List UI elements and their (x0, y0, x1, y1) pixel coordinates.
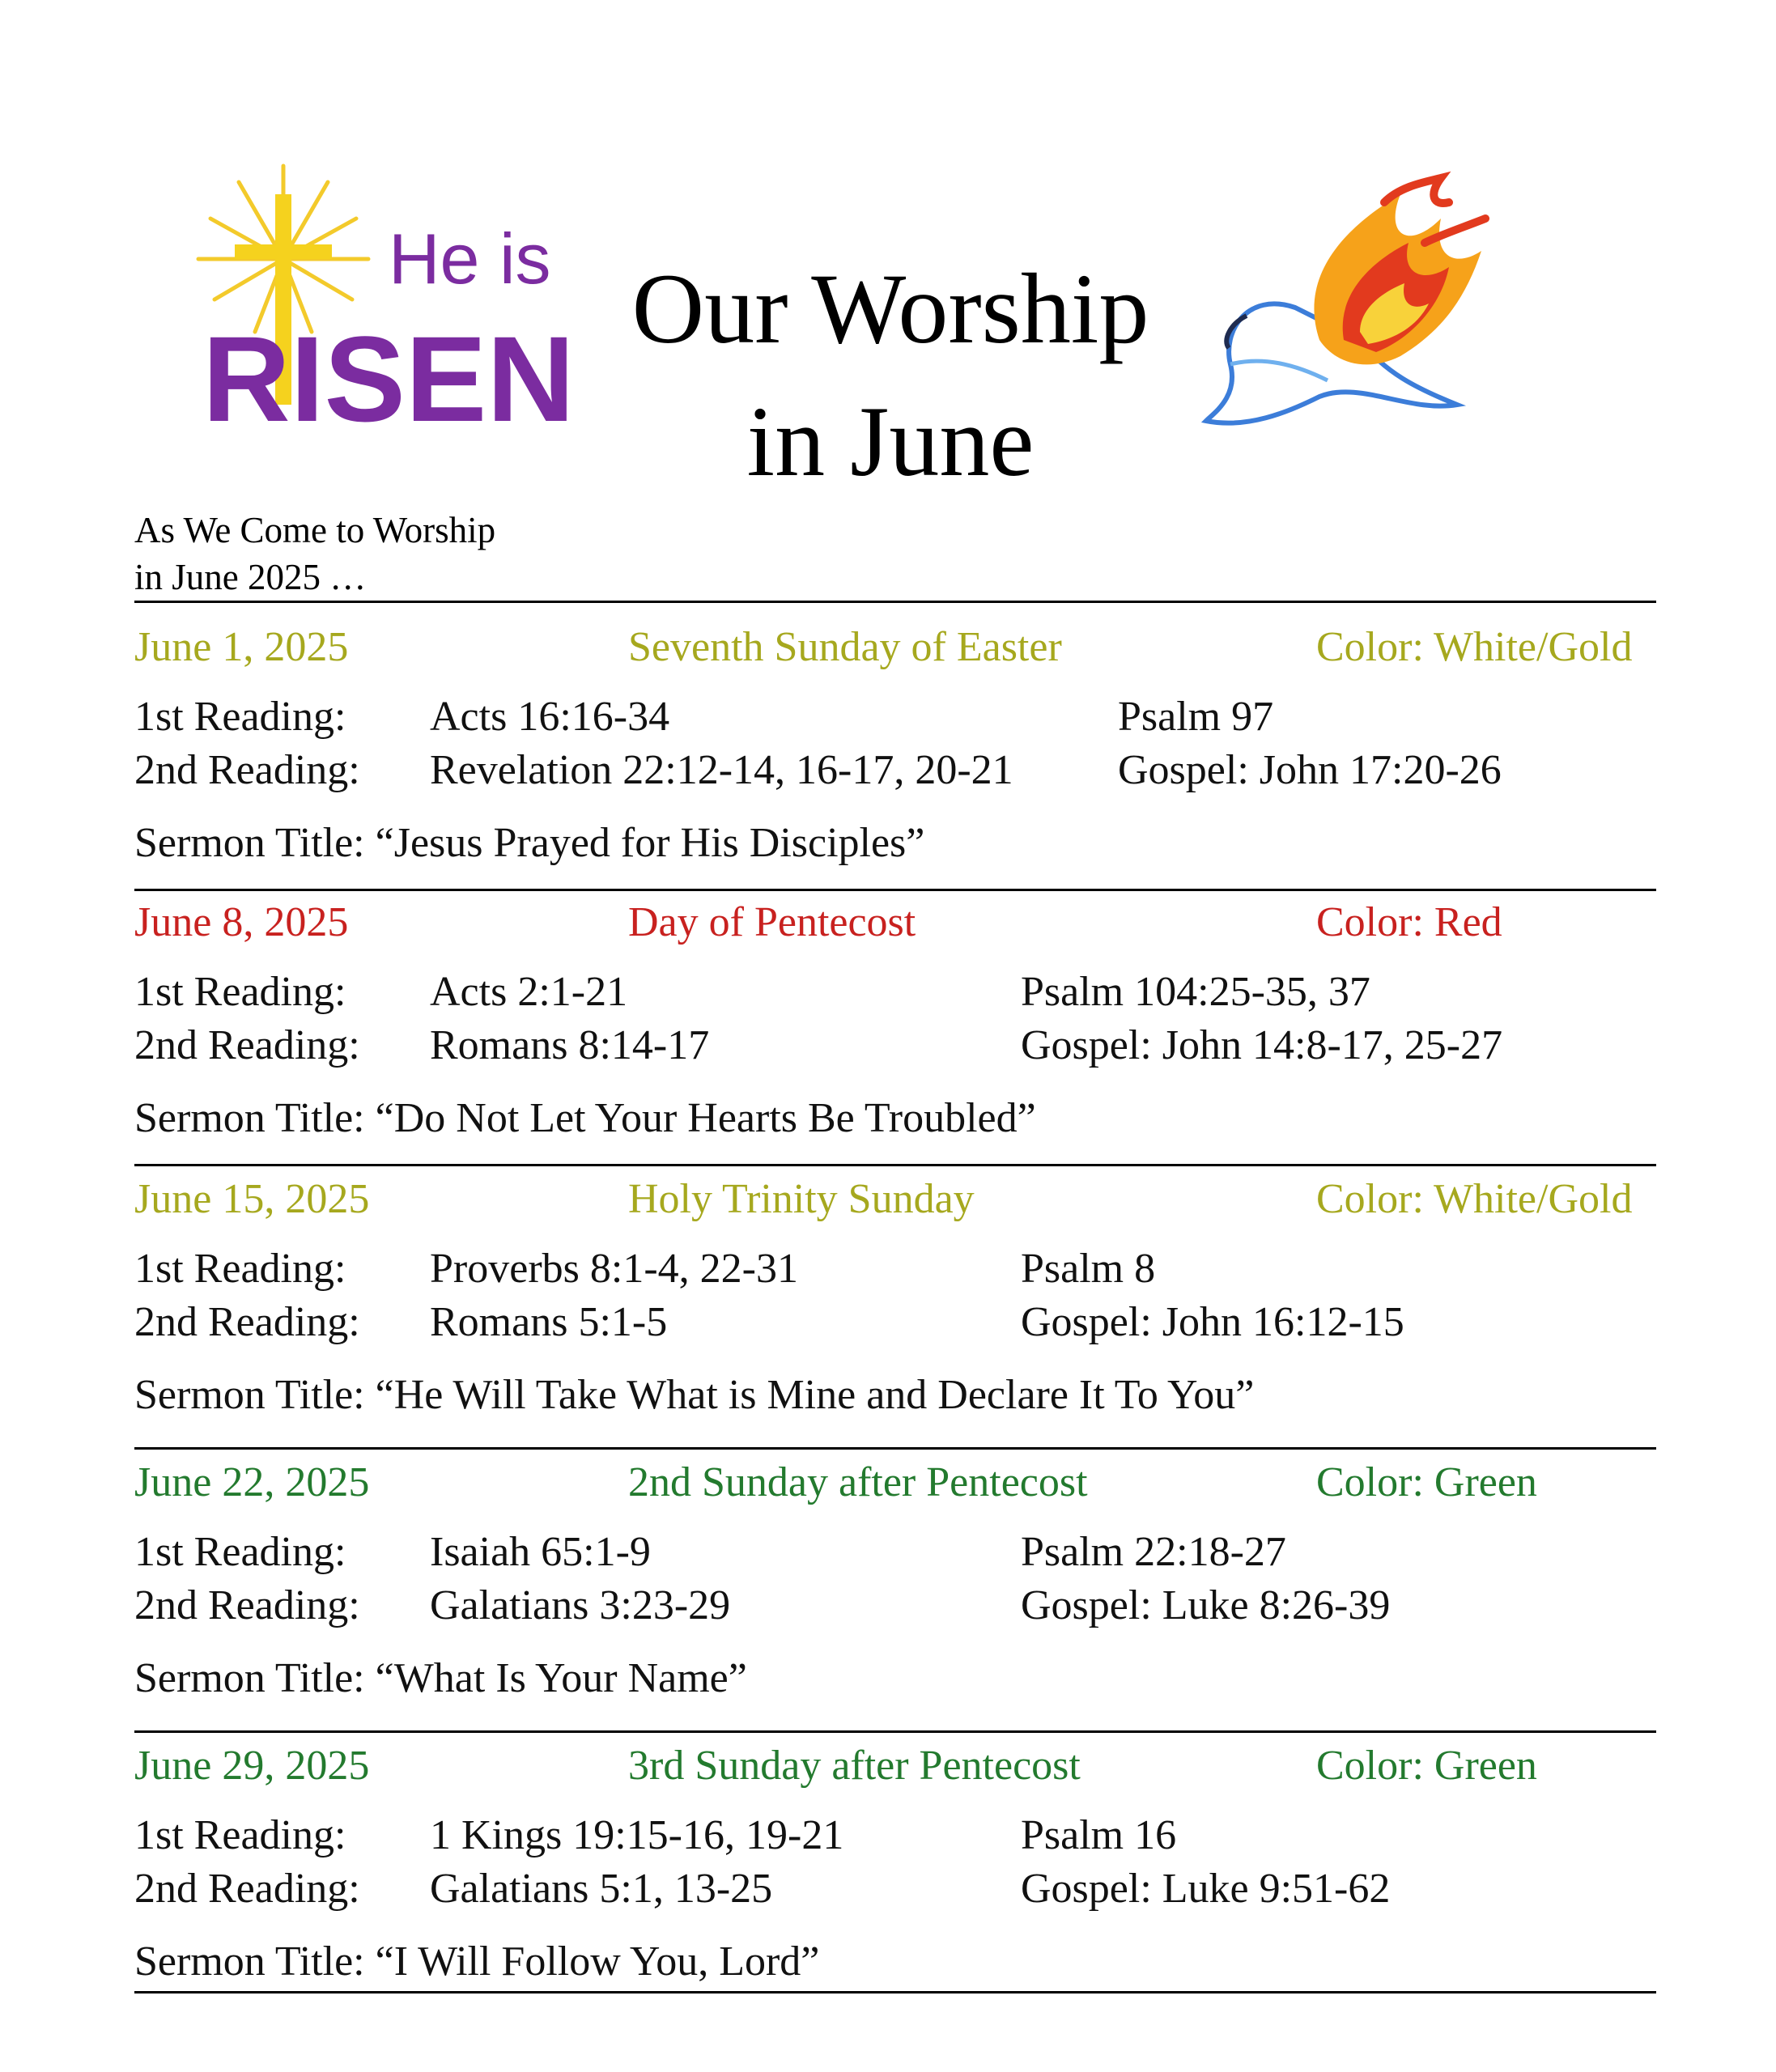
gospel: Gospel: John 16:12-15 (1021, 1299, 1404, 1345)
second-reading: Galatians 3:23-29 (430, 1582, 731, 1628)
first-reading: 1 Kings 19:15-16, 19-21 (430, 1812, 844, 1858)
second-reading-label: 2nd Reading: (134, 747, 360, 793)
title-line-2: in June (746, 386, 1035, 497)
sermon-title: Sermon Title: “What Is Your Name” (134, 1655, 747, 1701)
first-reading-label: 1st Reading: (134, 1246, 346, 1292)
psalm: Psalm 8 (1021, 1246, 1156, 1292)
sermon-title: Sermon Title: “I Will Follow You, Lord” (134, 1938, 820, 1985)
logo-risen-text: RISEN (202, 311, 575, 437)
intro-text (134, 507, 495, 601)
psalm: Psalm 22:18-27 (1021, 1529, 1286, 1575)
liturgical-color: Color: White/Gold (1316, 624, 1633, 670)
liturgical-color: Color: Green (1316, 1459, 1537, 1505)
sunday-entry-june-29 (134, 1740, 1656, 2019)
sunday-date: June 8, 2025 (134, 899, 349, 945)
second-reading-label: 2nd Reading: (134, 1582, 360, 1628)
he-is-risen-logo (194, 162, 583, 437)
second-reading-label: 2nd Reading: (134, 1866, 360, 1912)
first-reading: Acts 16:16-34 (430, 694, 670, 740)
sunday-name: Seventh Sunday of Easter (628, 624, 1062, 670)
gospel: Gospel: John 14:8-17, 25-27 (1021, 1022, 1503, 1068)
sunday-entry-june-8 (134, 897, 1656, 1175)
sunday-name: 3rd Sunday after Pentecost (628, 1743, 1081, 1789)
second-reading: Galatians 5:1, 13-25 (430, 1866, 773, 1912)
sunday-entry-june-22 (134, 1457, 1656, 1735)
page-title (567, 243, 1214, 508)
sunday-entry-june-1 (134, 622, 1656, 900)
logo-he-is-text: He is (389, 219, 551, 299)
gospel: Gospel: John 17:20-26 (1118, 747, 1502, 793)
sunday-date: June 29, 2025 (134, 1743, 370, 1789)
psalm: Psalm 97 (1118, 694, 1274, 740)
liturgical-color: Color: Green (1316, 1743, 1537, 1789)
first-reading-label: 1st Reading: (134, 694, 346, 740)
second-reading: Romans 8:14-17 (430, 1022, 710, 1068)
sunday-date: June 22, 2025 (134, 1459, 370, 1505)
second-reading: Romans 5:1-5 (430, 1299, 668, 1345)
sunday-date: June 1, 2025 (134, 624, 349, 670)
sunday-name: Holy Trinity Sunday (628, 1176, 975, 1222)
sermon-title: Sermon Title: “He Will Take What is Mine and Declare It To You” (134, 1372, 1255, 1418)
sunday-name: Day of Pentecost (628, 899, 916, 945)
gospel: Gospel: Luke 8:26-39 (1021, 1582, 1391, 1628)
title-line-1: Our Worship (631, 253, 1149, 364)
first-reading-label: 1st Reading: (134, 969, 346, 1015)
sermon-title: Sermon Title: “Jesus Prayed for His Disciples” (134, 820, 925, 866)
second-reading-label: 2nd Reading: (134, 1299, 360, 1345)
second-reading: Revelation 22:12-14, 16-17, 20-21 (430, 747, 1013, 793)
first-reading-label: 1st Reading: (134, 1812, 346, 1858)
first-reading: Acts 2:1-21 (430, 969, 628, 1015)
psalm: Psalm 104:25-35, 37 (1021, 969, 1370, 1015)
second-reading-label: 2nd Reading: (134, 1022, 360, 1068)
intro-line-2: in June 2025 … (134, 557, 367, 597)
divider (134, 601, 1656, 603)
first-reading: Proverbs 8:1-4, 22-31 (430, 1246, 798, 1292)
sunday-entry-june-15 (134, 1174, 1656, 1452)
sunday-date: June 15, 2025 (134, 1176, 370, 1222)
psalm: Psalm 16 (1021, 1812, 1177, 1858)
first-reading: Isaiah 65:1-9 (430, 1529, 651, 1575)
gospel: Gospel: Luke 9:51-62 (1021, 1866, 1391, 1912)
first-reading-label: 1st Reading: (134, 1529, 346, 1575)
liturgical-color: Color: Red (1316, 899, 1502, 945)
liturgical-color: Color: White/Gold (1316, 1176, 1633, 1222)
sermon-title: Sermon Title: “Do Not Let Your Hearts Be Troubled” (134, 1095, 1036, 1141)
sunday-name: 2nd Sunday after Pentecost (628, 1459, 1088, 1505)
dove-flame-icon (1198, 170, 1506, 461)
intro-line-1: As We Come to Worship (134, 510, 496, 550)
